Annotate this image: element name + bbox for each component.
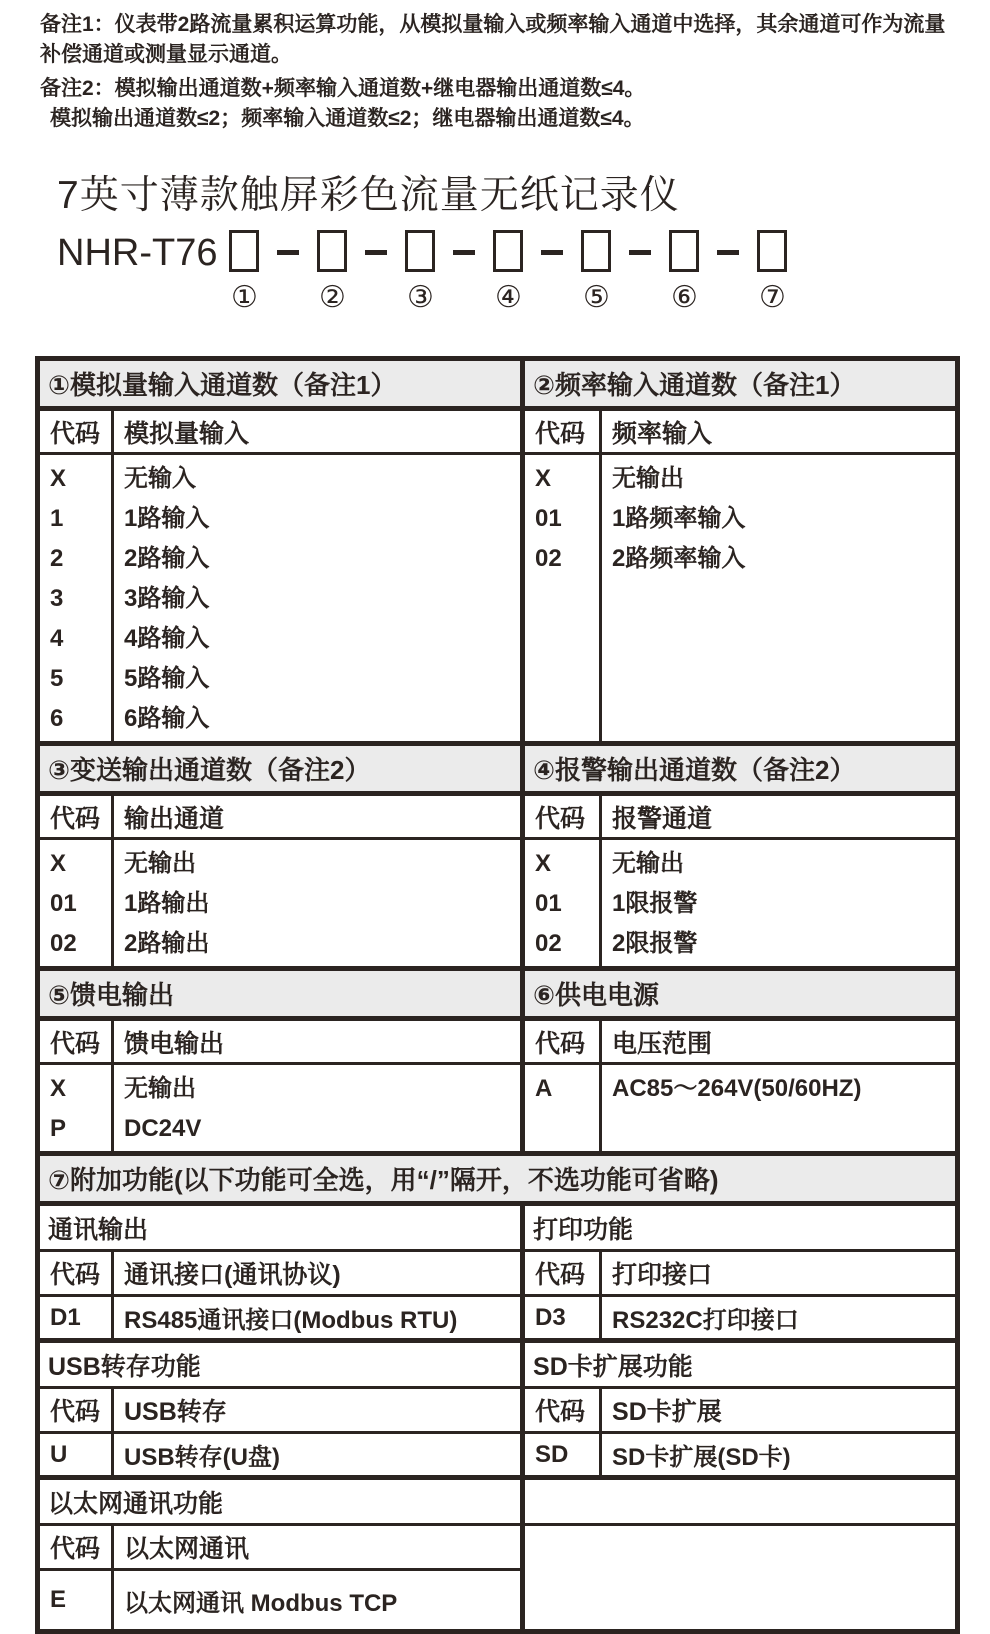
model-slot-4 (491, 230, 525, 314)
usb-description: USB转存(U盘) (113, 1433, 523, 1478)
section-3-4-column-header-row (38, 794, 958, 839)
sd-description: SD卡扩展(SD卡) (601, 1433, 958, 1478)
usb-sd-body-row (38, 1433, 958, 1478)
model-slot-box (317, 230, 347, 272)
section-4-title: ④报警输出通道数（备注2） (523, 744, 958, 794)
code-column-header: 代码 (38, 1019, 113, 1064)
section-7-title: ⑦附加功能(以下功能可全选，用“/”隔开，不选功能可省略) (38, 1154, 958, 1204)
model-selection-table (35, 356, 960, 1634)
section-5-column-header: 馈电输出 (113, 1019, 523, 1064)
section-5-6-header-row (38, 969, 958, 1019)
model-slot-box (757, 230, 787, 272)
sd-expansion-subheader: SD卡扩展功能 (523, 1341, 958, 1388)
comm-interface-column-header: 通讯接口(通讯协议) (113, 1251, 523, 1296)
print-code: D3 (523, 1296, 601, 1341)
usb-column-header: USB转存 (113, 1388, 523, 1433)
code-column-header: 代码 (523, 1388, 601, 1433)
dash-separator (629, 250, 651, 255)
remark-2-line-1: 备注2：模拟输出通道数+频率输入通道数+继电器输出通道数≤4。 (40, 77, 646, 100)
section-3-4-header-row (38, 744, 958, 794)
slot-number-1: ① (231, 281, 258, 314)
slot-number-4: ④ (495, 281, 522, 314)
code-column-header: 代码 (38, 409, 113, 454)
section-5-6-body-row (38, 1064, 958, 1154)
model-slot-box (581, 230, 611, 272)
section-2-column-header: 频率输入 (601, 409, 958, 454)
section-1-descriptions: 无输入 1路输入 2路输入 3路输入 4路输入 5路输入 6路输入 (113, 454, 523, 744)
section-3-codes: X 01 02 (38, 839, 113, 969)
ethernet-column-header-row (38, 1525, 958, 1570)
model-slot-box (405, 230, 435, 272)
comm-print-column-header-row (38, 1251, 958, 1296)
model-slot-7 (755, 230, 789, 314)
usb-transfer-subheader: USB转存功能 (38, 1341, 523, 1388)
section-5-title: ⑤馈电输出 (38, 969, 523, 1019)
empty-cell (523, 1478, 958, 1525)
remark-1-line-1: 备注1：仪表带2路流量累积运算功能，从模拟量输入或频率输入通道中选择，其余通道可作为流量 (40, 13, 946, 36)
comm-description: RS485通讯接口(Modbus RTU) (113, 1296, 523, 1341)
code-column-header: 代码 (38, 1388, 113, 1433)
model-slot-3 (403, 230, 437, 314)
section-1-2-header-row (38, 359, 958, 409)
code-column-header: 代码 (523, 794, 601, 839)
slot-number-6: ⑥ (671, 281, 698, 314)
dash-separator (277, 250, 299, 255)
code-column-header: 代码 (523, 1251, 601, 1296)
section-6-title: ⑥供电电源 (523, 969, 958, 1019)
section-1-codes: X 1 2 3 4 5 6 (38, 454, 113, 744)
section-5-descriptions: 无输出 DC24V (113, 1064, 523, 1154)
usb-sd-column-header-row (38, 1388, 958, 1433)
section-4-codes: X 01 02 (523, 839, 601, 969)
code-column-header: 代码 (38, 1251, 113, 1296)
code-column-header: 代码 (38, 794, 113, 839)
code-column-header: 代码 (38, 1525, 113, 1570)
section-6-codes: A (523, 1064, 601, 1154)
model-prefix: NHR-T76 (57, 232, 218, 274)
model-slot-1 (227, 230, 261, 314)
remarks-block (0, 0, 990, 134)
dash-separator (541, 250, 563, 255)
section-1-column-header: 模拟量输入 (113, 409, 523, 454)
remark-2-line-2: 模拟输出通道数≤2；频率输入通道数≤2；继电器输出通道数≤4。 (50, 107, 645, 130)
sd-column-header: SD卡扩展 (601, 1388, 958, 1433)
slot-number-2: ② (319, 281, 346, 314)
section-3-title: ③变送输出通道数（备注2） (38, 744, 523, 794)
section-6-descriptions: AC85～264V(50/60HZ) (601, 1064, 958, 1154)
comm-print-subheader-row (38, 1204, 958, 1251)
model-slot-5 (579, 230, 613, 314)
model-slot-box (493, 230, 523, 272)
model-slot-box (669, 230, 699, 272)
section-7-header-row (38, 1154, 958, 1204)
print-interface-column-header: 打印接口 (601, 1251, 958, 1296)
code-column-header: 代码 (523, 409, 601, 454)
ethernet-description: 以太网通讯 Modbus TCP (113, 1570, 523, 1632)
print-description: RS232C打印接口 (601, 1296, 958, 1341)
code-column-header: 代码 (523, 1019, 601, 1064)
section-4-descriptions: 无输出 1限报警 2限报警 (601, 839, 958, 969)
section-2-descriptions: 无输出 1路频率输入 2路频率输入 (601, 454, 958, 744)
comm-output-subheader: 通讯输出 (38, 1204, 523, 1251)
comm-print-body-row (38, 1296, 958, 1341)
model-slot-6 (667, 230, 701, 314)
section-3-4-body-row (38, 839, 958, 969)
section-3-column-header: 输出通道 (113, 794, 523, 839)
model-slot-box (229, 230, 259, 272)
dash-separator (453, 250, 475, 255)
empty-cell (523, 1525, 958, 1632)
print-function-subheader: 打印功能 (523, 1204, 958, 1251)
ethernet-column-header: 以太网通讯 (113, 1525, 523, 1570)
section-6-column-header: 电压范围 (601, 1019, 958, 1064)
usb-sd-subheader-row (38, 1341, 958, 1388)
section-1-title: ①模拟量输入通道数（备注1） (38, 359, 523, 409)
slot-number-3: ③ (407, 281, 434, 314)
usb-code: U (38, 1433, 113, 1478)
section-5-codes: X P (38, 1064, 113, 1154)
comm-code: D1 (38, 1296, 113, 1341)
ethernet-code: E (38, 1570, 113, 1632)
model-slot-2 (315, 230, 349, 314)
dash-separator (717, 250, 739, 255)
section-1-2-column-header-row (38, 409, 958, 454)
slot-number-7: ⑦ (759, 281, 786, 314)
ethernet-subheader: 以太网通讯功能 (38, 1478, 523, 1525)
remark-1-line-2: 补偿通道或测量显示通道。 (40, 43, 292, 66)
slot-number-5: ⑤ (583, 281, 610, 314)
section-3-descriptions: 无输出 1路输出 2路输出 (113, 839, 523, 969)
dash-separator (365, 250, 387, 255)
section-4-column-header: 报警通道 (601, 794, 958, 839)
model-code-row (57, 230, 990, 314)
section-5-6-column-header-row (38, 1019, 958, 1064)
ethernet-subheader-row (38, 1478, 958, 1525)
sd-code: SD (523, 1433, 601, 1478)
section-2-title: ②频率输入通道数（备注1） (523, 359, 958, 409)
product-title: 7英寸薄款触屏彩色流量无纸记录仪 (57, 174, 680, 217)
section-2-codes: X 01 02 (523, 454, 601, 744)
section-1-2-body-row (38, 454, 958, 744)
